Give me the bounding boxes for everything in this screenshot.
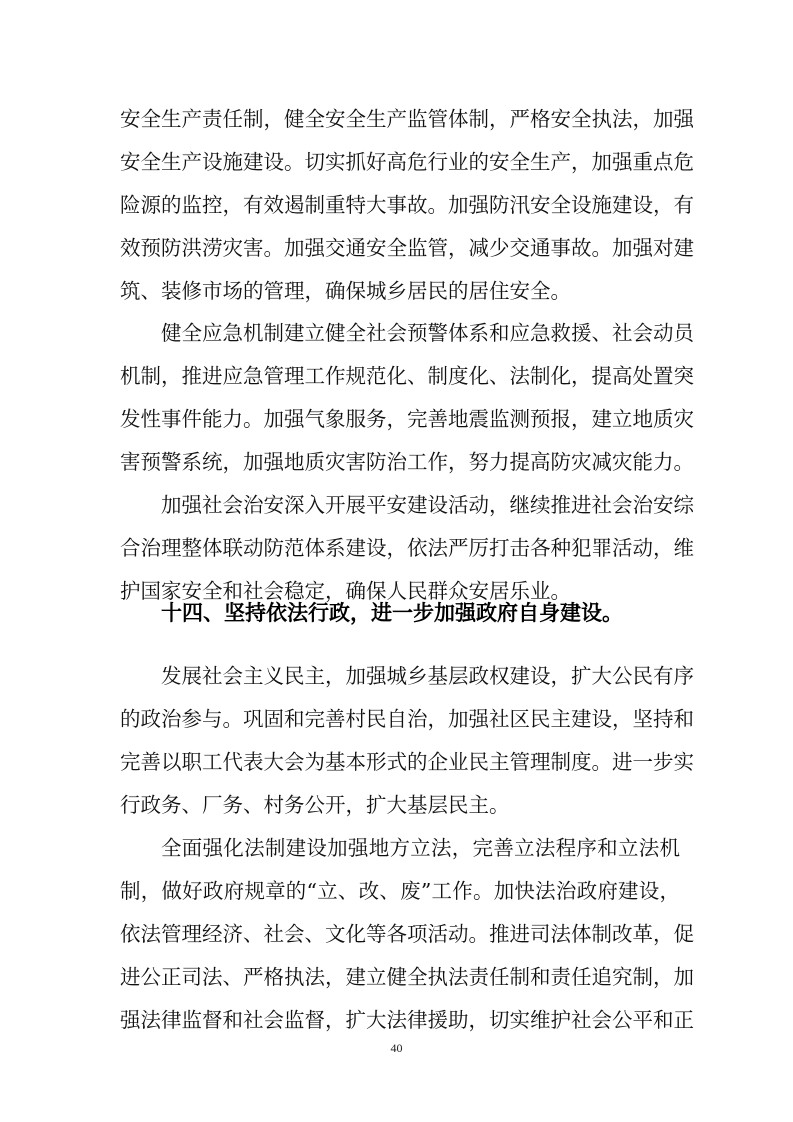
paragraph-1-line-2: 安全生产设施建设。切实抓好高危行业的安全生产，加强重点危	[120, 150, 694, 174]
paragraph-2-line-1: 健全应急机制建立健全社会预警体系和应急救援、社会动员	[161, 321, 694, 345]
paragraph-2-line-2: 机制，推进应急管理工作规范化、制度化、法制化，提高处置突	[120, 364, 694, 388]
paragraph-4-line-1: 发展社会主义民主，加强城乡基层政权建设，扩大公民有序	[161, 664, 694, 688]
paragraph-5-line-5: 强法律监督和社会监督，扩大法律援助，切实维护社会公平和正	[120, 1008, 694, 1032]
paragraph-1-line-5: 筑、装修市场的管理，确保城乡居民的居住安全。	[120, 279, 571, 303]
paragraph-4-line-2: 的政治参与。巩固和完善村民自治，加强社区民主建设，坚持和	[120, 707, 694, 731]
paragraph-2-line-4: 害预警系统，加强地质灾害防治工作，努力提高防灾减灾能力。	[120, 450, 694, 474]
paragraph-5-line-3: 依法管理经济、社会、文化等各项活动。推进司法体制改革，促	[120, 922, 694, 946]
paragraph-3-line-3: 护国家安全和社会稳定，确保人民群众安居乐业。	[120, 579, 571, 603]
paragraph-2-line-3: 发性事件能力。加强气象服务，完善地震监测预报，建立地质灾	[120, 407, 694, 431]
paragraph-5-line-4: 进公正司法、严格执法，建立健全执法责任制和责任追究制，加	[120, 965, 694, 989]
paragraph-4-line-3: 完善以职工代表大会为基本形式的企业民主管理制度。进一步实	[120, 750, 694, 774]
page-number: 40	[390, 1041, 403, 1055]
paragraph-3-line-1: 加强社会治安深入开展平安建设活动，继续推进社会治安综	[161, 493, 694, 517]
paragraph-1-line-1: 安全生产责任制，健全安全生产监管体制，严格安全执法，加强	[120, 107, 694, 131]
paragraph-5-line-2: 制，做好政府规章的“立、改、废”工作。加快法治政府建设，	[120, 879, 680, 903]
paragraph-1-line-3: 险源的监控，有效遏制重特大事故。加强防汛安全设施建设，有	[120, 193, 694, 217]
section-heading: 十四、坚持依法行政，进一步加强政府自身建设。	[161, 601, 623, 625]
paragraph-5-line-1: 全面强化法制建设加强地方立法，完善立法程序和立法机	[161, 836, 680, 860]
paragraph-4-line-4: 行政务、厂务、村务公开，扩大基层民主。	[120, 793, 510, 817]
paragraph-1-line-4: 效预防洪涝灾害。加强交通安全监管，减少交通事故。加强对建	[120, 236, 694, 260]
paragraph-3-line-2: 合治理整体联动防范体系建设，依法严厉打击各种犯罪活动，维	[120, 536, 694, 560]
